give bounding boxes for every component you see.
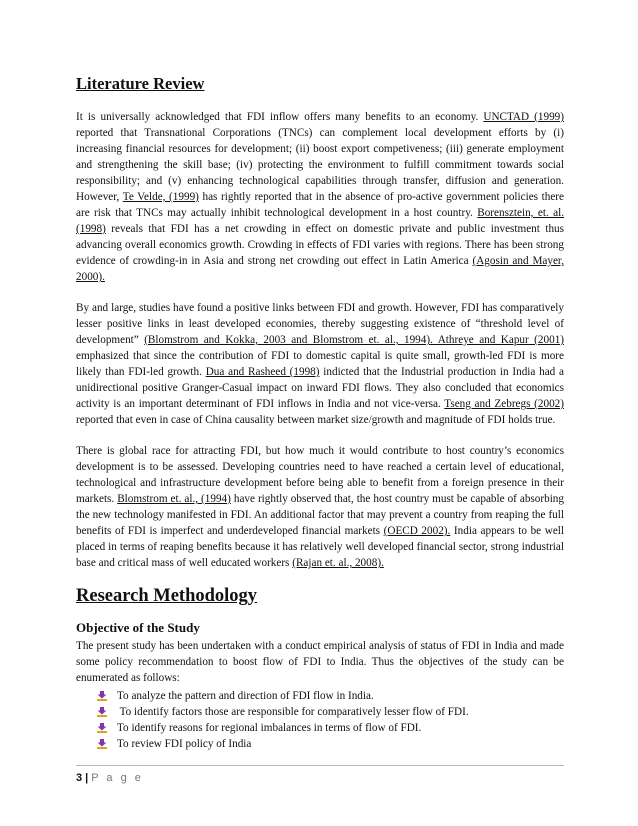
objective-text: To analyze the pattern and direction of FDI flow in India. <box>117 690 374 702</box>
paragraph-text: There is global race for attracting FDI, but how much it would contribute to host country’s economics development is to be assessed. Developing countries need to have reached a certain level of educational, technological and infrastructure development before being able to benefit from a foreign presence in their markets. <box>76 445 564 505</box>
paragraph-text: indicted that the Industrial production in India had a unidirectional positive Granger-Casual impact on inward FDI flows. They also concluded that economics activity is an important determinant of FDI inflows in India and not vice-versa. <box>76 366 564 410</box>
citation-link: Borensztein, et. al. (1998) <box>76 207 564 235</box>
objective-text: To identify factors those are responsible for comparatively lesser flow of FDI. <box>117 706 469 718</box>
citation-link: Blomstrom et. al., (1994) <box>117 493 231 505</box>
literature-paragraph-3 <box>76 443 564 571</box>
research-methodology-heading: Research Methodology <box>76 586 258 606</box>
citation-link: Te Velde, (1999) <box>122 191 199 203</box>
paragraph-text: have rightly observed that, the host country must be capable of absorbing the new technology manifested in FDI. An additional factor that may prevent a country from reaping the full benefits of FDI is imperfect and underdeveloped financial markets <box>76 493 564 537</box>
citation-link: Dua and Rasheed (1998) <box>205 366 320 378</box>
citation-link: Tseng and Zebregs (2002) <box>444 398 564 410</box>
paragraph-text: It is universally acknowledged that FDI inflow offers many benefits to an economy. <box>76 111 484 123</box>
list-item <box>96 704 564 720</box>
paragraph-text: reported that Transnational Corporations (TNCs) can complement local development efforts by (i) increasing financial resources for development; (ii) boost export competiveness; (iii) generate employment and strengthening the skill base; (iv) protecting the environment to fulfill commitment towards social responsibility; and (v) enhancing technological capabilities through transfer, diffusion and generation. However, <box>76 127 564 203</box>
list-item <box>96 736 564 752</box>
arrow-bullet-icon <box>96 706 108 718</box>
citation-link: (Rajan et. al., 2008). <box>292 557 384 569</box>
page-content <box>76 74 564 752</box>
paragraph-text: India appears to be well placed in terms of reaping benefits because it has relatively well developed financial sector, strong industrial base and critical mass of well educated workers <box>76 525 565 569</box>
footer-divider <box>76 765 564 766</box>
page-number: 3 <box>76 772 83 784</box>
paragraph-text: reveals that FDI has a net crowding in effect on domestic private and public investment thus advancing overall economics growth. Crowding in effects of FDI varies with regions. There has been strong evidence of crowding-in in Asia and strong net crowding out effect in Latin America <box>76 223 564 267</box>
objective-heading: Objective of the Study <box>76 620 200 635</box>
page-footer <box>76 771 143 785</box>
footer-separator: | <box>85 772 89 784</box>
literature-paragraph-1 <box>76 109 564 285</box>
citation-link: UNCTAD (1999) <box>483 111 564 123</box>
citation-link: (Agosin and Mayer, 2000). <box>76 255 565 283</box>
arrow-bullet-icon <box>96 738 108 750</box>
citation-link: (OECD 2002). <box>383 525 451 537</box>
page-label: P a g e <box>91 772 144 784</box>
list-item <box>96 688 564 704</box>
list-item <box>96 720 564 736</box>
literature-paragraph-2 <box>76 300 564 428</box>
arrow-bullet-icon <box>96 722 108 734</box>
literature-review-heading: Literature Review <box>76 74 205 93</box>
paragraph-text: By and large, studies have found a positive links between FDI and growth. However, FDI has comparatively lesser positive links in least developed economies, thereby suggesting existence of “threshold level of development” <box>76 302 564 346</box>
objective-text: To identify reasons for regional imbalances in terms of flow of FDI. <box>117 722 422 734</box>
citation-link: (Blomstrom and Kokka, 2003 and Blomstrom et. al., 1994). Athreye and Kapur (2001) <box>144 334 565 346</box>
paragraph-text: emphasized that since the contribution of FDI to domestic capital is quite small, growth-led FDI is more likely than FDI-led growth. <box>76 350 564 378</box>
objective-paragraph: The present study has been undertaken with a conduct empirical analysis of status of FDI in India and made some policy recommendation to boost flow of FDI to India. Thus the objectives of the study can be enumerated as follows: <box>76 640 564 684</box>
arrow-bullet-icon <box>96 690 108 702</box>
paragraph-text: has rightly reported that in the absence of pro-active government policies there are risk that TNCs may actually inhibit technological development in a host country. <box>76 191 564 219</box>
paragraph-text: reported that even in case of China causality between market size/growth and magnitude of FDI holds true. <box>76 414 556 426</box>
objective-text: To review FDI policy of India <box>117 738 252 750</box>
objectives-list <box>76 688 564 752</box>
